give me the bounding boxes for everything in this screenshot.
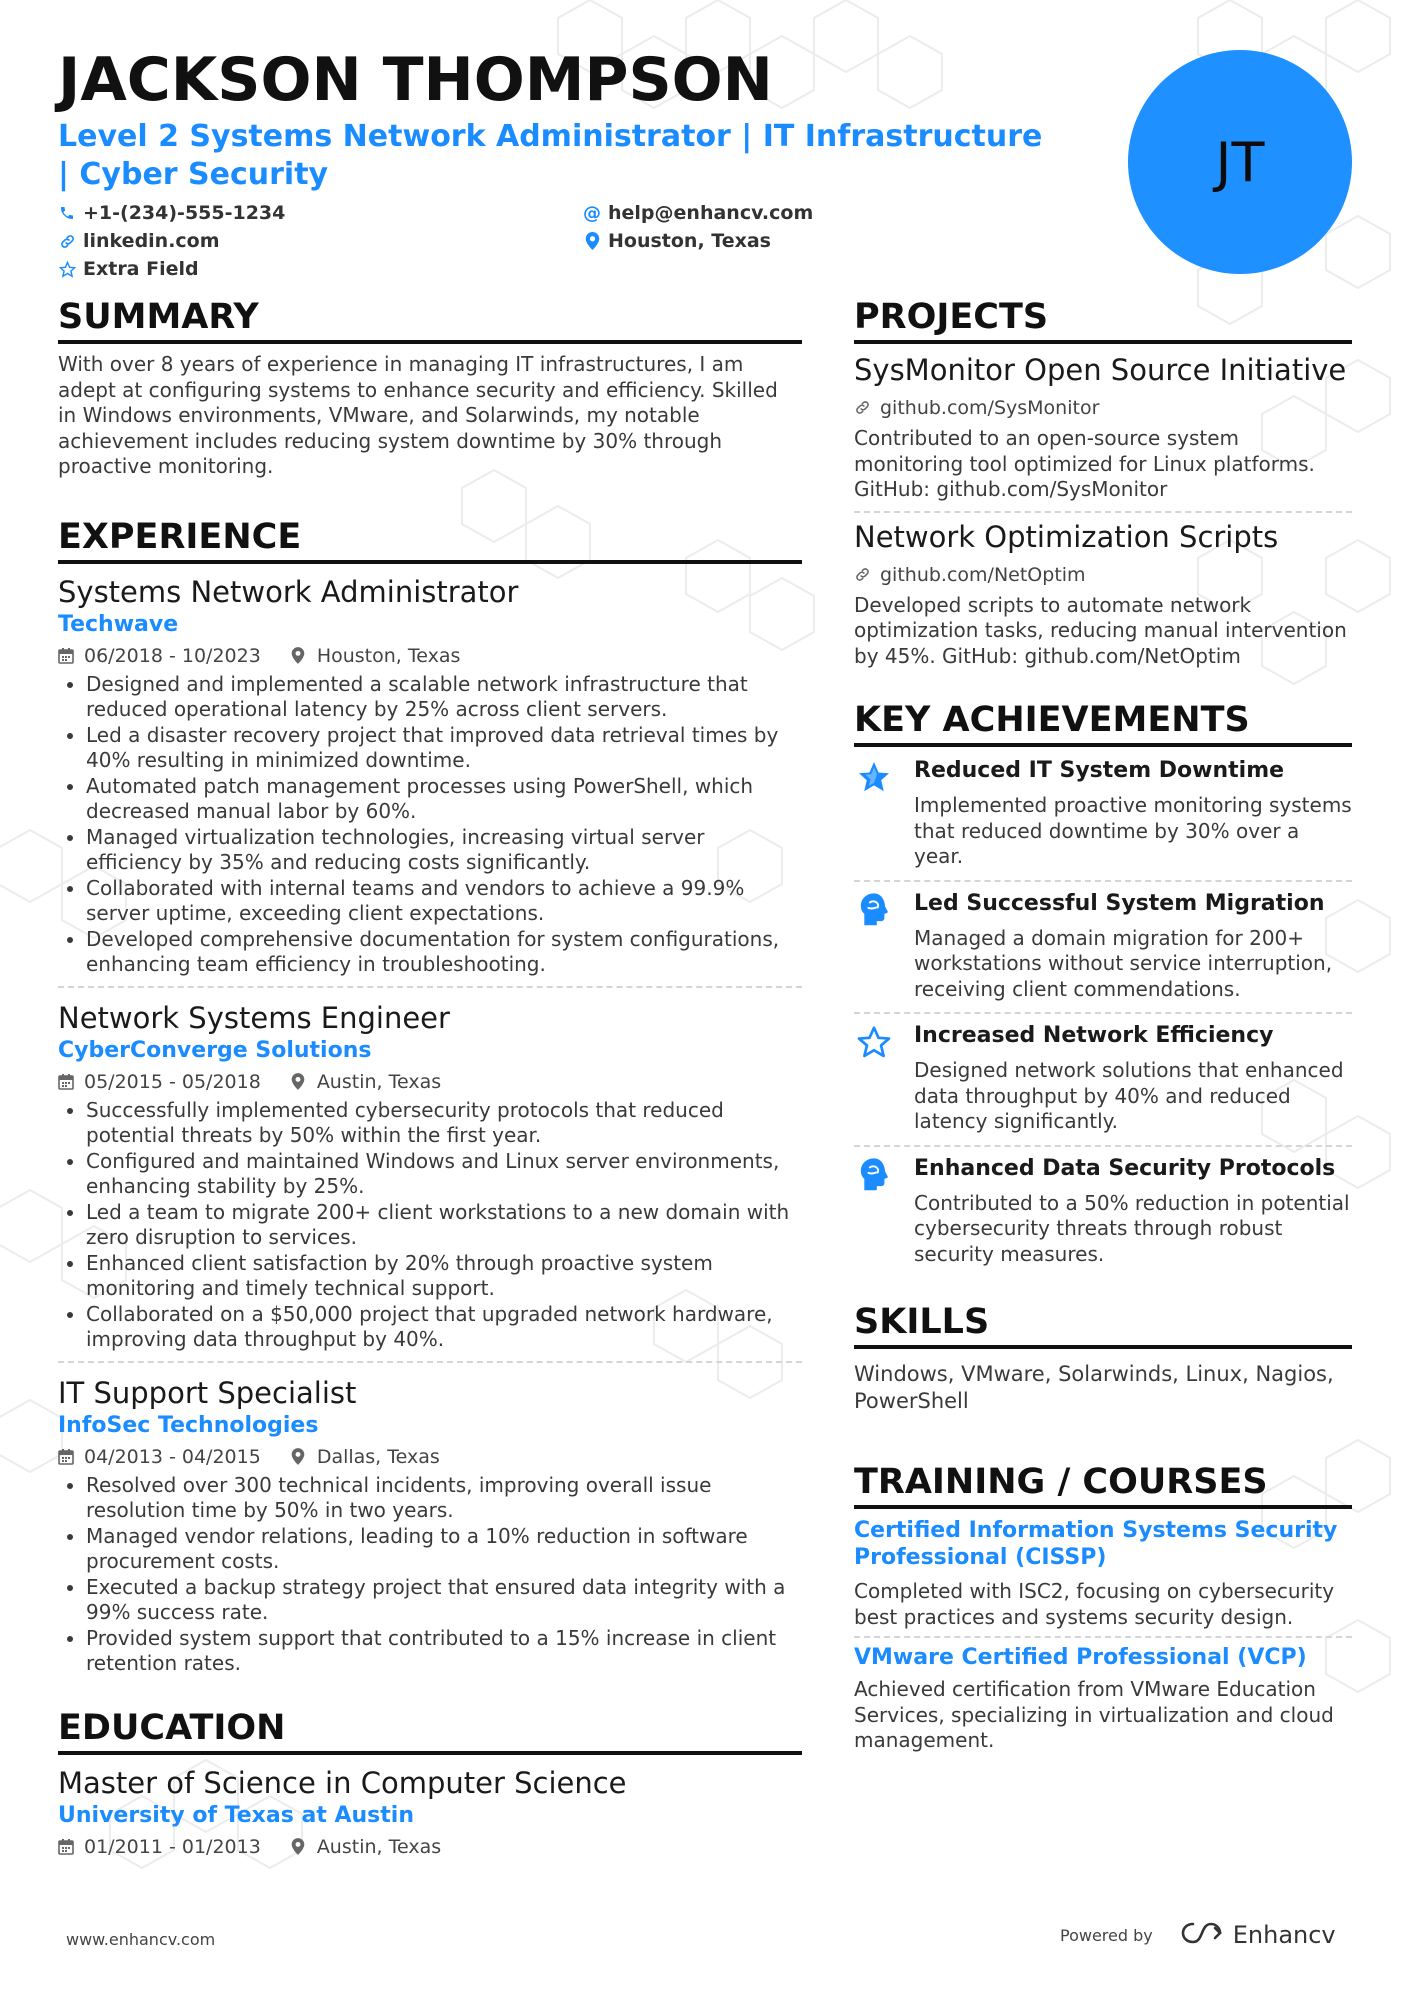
contact-extra [58,256,583,282]
achievement-entry [854,1014,1352,1145]
left-column [58,296,802,1861]
job-bullet: • Automated patch management processes using PowerShell, which decreased manual labor by 60%. [86,774,802,825]
course-entry [854,1644,1352,1754]
job-bullet: • Configured and maintained Windows and Linux server environments, enhancing stability by 25%. [86,1149,802,1200]
job-dates: 04/2013 - 04/2015 [84,1445,261,1468]
job-bullet: • Developed comprehensive documentation for system configurations, enhancing team efficiency in troubleshooting. [86,927,802,978]
phone-icon [58,204,76,222]
achievement-title: Increased Network Efficiency [914,1023,1274,1048]
education-degree: Master of Science in Computer Science [58,1765,627,1800]
enhancv-logo-icon [1179,1920,1225,1950]
project-name: Network Optimization Scripts [854,519,1279,554]
project-description: Contributed to an open-source system monitoring tool optimized for Linux platforms. GitHub: github.com/SysMonitor [854,426,1315,501]
project-link[interactable] [854,561,1352,589]
job-role: IT Support Specialist [58,1375,357,1410]
projects-title: PROJECTS [854,296,1352,344]
job-location: Dallas, Texas [316,1445,440,1468]
location-text: Houston, Texas [608,230,771,252]
job-bullets [58,672,802,978]
link-icon [854,566,872,584]
job-company: CyberConverge Solutions [58,1037,372,1063]
link-icon [854,399,872,417]
job-company: InfoSec Technologies [58,1412,319,1438]
course-entry [854,1517,1352,1630]
contact-phone[interactable] [58,200,583,226]
skills-section [854,1301,1352,1415]
job-bullet: • Led a disaster recovery project that improved data retrieval times by 40% resulting in minimized downtime. [86,723,802,774]
job-bullet: • Collaborated on a $50,000 project that upgraded network hardware, improving data throughput by 40%. [86,1302,802,1353]
job-entry [58,574,802,978]
job-dates: 05/2015 - 05/2018 [84,1070,261,1093]
avatar-initials: JT [1215,130,1265,194]
footer-branding [1060,1920,1336,1950]
achievement-entry [854,882,1352,1013]
calendar-icon [58,1448,76,1466]
course-name: VMware Certified Professional (VCP) [854,1645,1307,1670]
achievement-entry [854,749,1352,880]
experience-title: EXPERIENCE [58,516,802,564]
projects-section [854,296,1352,669]
education-location: Austin, Texas [316,1835,442,1858]
job-bullets [58,1098,802,1353]
phone-text: +1-(234)-555-1234 [83,202,286,224]
project-description: Developed scripts to automate network optimization tasks, reducing manual intervention by 45%. GitHub: github.com/NetOptim [854,592,1347,668]
at-sign-icon: @ [583,202,601,224]
summary-text: With over 8 years of experience in managing IT infrastructures, I am adept at configuring systems to enhance security and efficiency. Skilled in Windows environments, VMware, and Solarwinds, my notable achievement includes reducing system downtime by 30% through proactive monitoring. [58,352,778,478]
link-icon [58,232,76,250]
calendar-icon [58,647,76,665]
contact-email[interactable] [583,200,1063,226]
project-link-text: github.com/NetOptim [880,563,1086,586]
brain-icon [854,890,894,932]
education-school: University of Texas at Austin [58,1802,414,1828]
project-entry [854,352,1352,503]
education-meta [58,1833,802,1861]
achievement-title: Led Successful System Migration [914,890,1325,916]
star-filled-icon [854,757,894,799]
contact-location [583,228,1063,254]
avatar [1128,50,1352,274]
project-entry [854,519,1352,670]
achievement-title: Reduced IT System Downtime [914,758,1285,783]
footer-website[interactable]: www.enhancv.com [66,1930,216,1949]
course-description: Achieved certification from VMware Education Services, specializing in virtualization and cloud management. [854,1677,1334,1752]
job-role: Systems Network Administrator [58,574,519,609]
brand-name: Enhancv [1232,1921,1336,1949]
achievement-entry [854,1147,1352,1278]
brain-icon [854,1155,894,1197]
location-pin-icon [291,1448,309,1466]
project-name: SysMonitor Open Source Initiative [854,353,1347,387]
candidate-name: JACKSON THOMPSON [58,45,773,115]
right-column [854,296,1352,1754]
project-link-text: github.com/SysMonitor [880,397,1100,419]
job-bullet: • Designed and implemented a scalable network infrastructure that reduced operational latency by 25% across client servers. [86,672,802,723]
job-dates: 06/2018 - 10/2023 [84,644,261,667]
achievement-description: Contributed to a 50% reduction in potential cybersecurity threats through robust security measures. [914,1190,1350,1266]
linkedin-text: linkedin.com [83,230,220,252]
contact-linkedin[interactable] [58,228,583,254]
job-role: Network Systems Engineer [58,1000,450,1035]
job-bullet: • Managed virtualization technologies, increasing virtual server efficiency by 35% and reducing costs significantly. [86,825,802,876]
achievement-description: Implemented proactive monitoring systems that reduced downtime by 30% over a year. [914,793,1352,868]
entry-divider [854,511,1352,513]
summary-title: SUMMARY [58,296,802,344]
contact-info [58,200,1068,282]
course-name: Certified Information Systems Security Professional (CISSP) [854,1518,1338,1570]
job-entry [58,1000,802,1353]
achievement-description: Designed network solutions that enhanced data throughput by 40% and reduced latency significantly. [914,1058,1344,1133]
calendar-icon [58,1073,76,1091]
education-title: EDUCATION [58,1707,802,1755]
entry-divider [58,1361,802,1363]
star-outline-icon [58,260,76,278]
job-bullet: • Enhanced client satisfaction by 20% through proactive system monitoring and timely technical support. [86,1251,802,1302]
job-bullet: • Managed vendor relations, leading to a 10% reduction in software procurement costs. [86,1524,802,1575]
candidate-tagline: Level 2 Systems Network Administrator | IT Infrastructure | Cyber Security [58,119,1043,192]
calendar-icon [58,1838,76,1856]
education-section [58,1707,802,1861]
achievements-section [854,699,1352,1277]
achievements-title: KEY ACHIEVEMENTS [854,699,1352,747]
extra-field-text: Extra Field [83,258,199,280]
job-meta [58,642,802,670]
job-bullet: • Led a team to migrate 200+ client workstations to a new domain with zero disruption to services. [86,1200,802,1251]
resume-header [58,44,1068,282]
location-pin-icon [291,1838,309,1856]
achievement-description: Managed a domain migration for 200+ workstations without service interruption, receiving client commendations. [914,925,1333,1001]
job-meta [58,1443,802,1471]
skills-list: Windows, VMware, Solarwinds, Linux, Nagios, PowerShell [854,1362,1334,1413]
location-pin-icon [291,647,309,665]
job-bullet: • Provided system support that contributed to a 15% increase in client retention rates. [86,1626,802,1677]
training-title: TRAINING / COURSES [854,1461,1352,1509]
job-bullet: • Collaborated with internal teams and vendors to achieve a 99.9% server uptime, exceeding client expectations. [86,876,802,927]
entry-divider [58,986,802,988]
location-pin-icon [583,232,601,250]
project-link[interactable] [854,394,1352,422]
powered-by-text: Powered by [1060,1925,1153,1945]
experience-section [58,516,802,1677]
star-outline-icon [854,1022,894,1064]
skills-title: SKILLS [854,1301,1352,1349]
education-dates: 01/2011 - 01/2013 [84,1835,261,1858]
job-bullet: • Resolved over 300 technical incidents, improving overall issue resolution time by 50% in two years. [86,1473,802,1524]
job-bullet: • Successfully implemented cybersecurity protocols that reduced potential threats by 50% within the first year. [86,1098,802,1149]
training-section [854,1461,1352,1754]
job-company: Techwave [58,611,179,637]
job-location: Austin, Texas [316,1070,442,1093]
job-meta [58,1068,802,1096]
entry-divider [854,1636,1352,1638]
achievement-title: Enhanced Data Security Protocols [914,1155,1336,1181]
summary-section [58,296,802,480]
email-text: help@enhancv.com [608,202,814,224]
course-description: Completed with ISC2, focusing on cybersecurity best practices and systems security design. [854,1579,1335,1629]
job-bullet: • Executed a backup strategy project that ensured data integrity with a 99% success rate. [86,1575,802,1626]
job-entry [58,1375,802,1677]
job-bullets [58,1473,802,1677]
job-location: Houston, Texas [316,644,461,667]
location-pin-icon [291,1073,309,1091]
